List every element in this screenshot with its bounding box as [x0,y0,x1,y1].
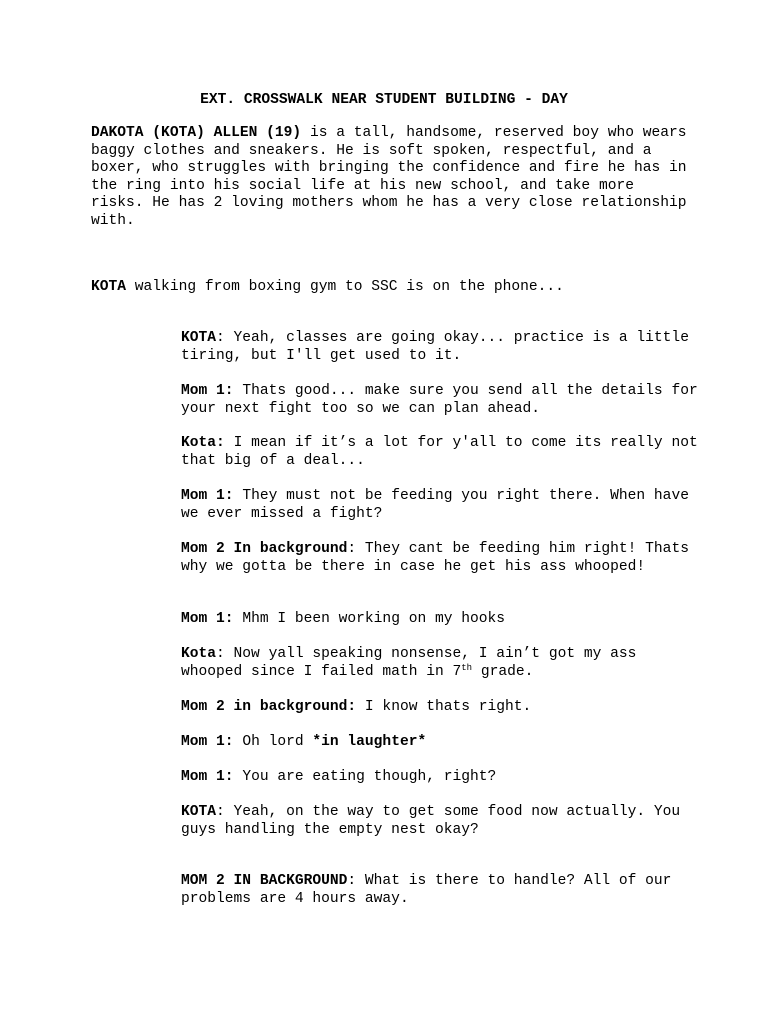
separator: : [347,873,365,889]
speaker: Mom 1: [181,734,234,750]
dialogue-block [181,435,701,470]
dialogue-text: I mean if it’s a lot for y'all to come its really not that big of a deal... [181,435,698,469]
dialogue-block [181,804,701,839]
separator [225,435,234,451]
dialogue-text: They must not be feeding you right there. When have we ever missed a fight? [181,488,689,522]
dialogue-text: They cant be feeding him right! Thats why we gotta be there in case he get his ass whooped! [181,541,689,575]
action-line [91,279,691,297]
separator [234,611,243,627]
dialogue-text: Thats good... make sure you send all the details for your next fight too so we can plan ahead. [181,383,698,417]
speaker: Mom 1: [181,769,234,785]
intro-text: is a tall, handsome, reserved boy who wears baggy clothes and sneakers. He is soft spoken, respectful, and a boxer, who struggles with bringing the confidence and fire he has in the ring into his social life at his new school, and take more risks. He has 2 loving mothers whom he has a very close relationship with. [91,125,687,229]
dialogue-text: Oh lord [242,734,313,750]
action-text: walking from boxing gym to SSC is on the phone... [126,279,564,295]
stage-direction: *in laughter* [312,734,427,750]
separator: : [216,804,234,820]
dialogue-text: Yeah, on the way to get some food now actually. You guys handling the empty nest okay? [181,804,681,838]
dialogue-block [181,769,701,787]
speaker: Mom 1: [181,383,234,399]
dialogue-text: You are eating though, right? [242,769,497,785]
ordinal-suffix: th [461,662,473,673]
dialogue-text: What is there to handle? All of our problems are 4 hours away. [181,873,672,907]
dialogue-block [181,873,701,908]
character-name: DAKOTA (KOTA) ALLEN (19) [91,125,302,141]
separator [234,383,243,399]
speaker: MOM 2 IN BACKGROUND [181,873,348,889]
speaker: Mom 2 in background: [181,699,357,715]
dialogue-text: Yeah, classes are going okay... practice is a little tiring, but I'll get used to it. [181,330,689,364]
dialogue-text: Now yall speaking nonsense, I ain’t got my ass whooped since I failed math in 7 [181,646,637,680]
dialogue-text: I know thats right. [364,699,532,715]
dialogue-block [181,541,701,576]
scene-heading: EXT. CROSSWALK NEAR STUDENT BUILDING - DAY [200,92,568,108]
dialogue-block [181,646,701,681]
speaker: KOTA [181,330,217,346]
separator [234,488,243,504]
speaker: Mom 1: [181,611,234,627]
character-name: KOTA [91,279,127,295]
speaker: Mom 1: [181,488,234,504]
dialogue-text: Mhm I been working on my hooks [242,611,506,627]
separator [234,769,243,785]
speaker: KOTA [181,804,217,820]
dialogue-block [181,330,701,365]
dialogue-block [181,383,701,418]
separator [234,734,243,750]
dialogue-block [181,734,701,752]
dialogue-block [181,699,701,717]
dialogue-block [181,611,701,629]
speaker: Kota: [181,435,225,451]
separator: : [216,330,234,346]
character-intro [91,125,691,231]
separator: : [347,541,365,557]
separator: : [216,646,234,662]
speaker: Mom 2 In background [181,541,348,557]
dialogue-block [181,488,701,523]
dialogue-text: grade. [472,663,534,680]
separator [356,699,365,715]
speaker: Kota [181,646,217,662]
